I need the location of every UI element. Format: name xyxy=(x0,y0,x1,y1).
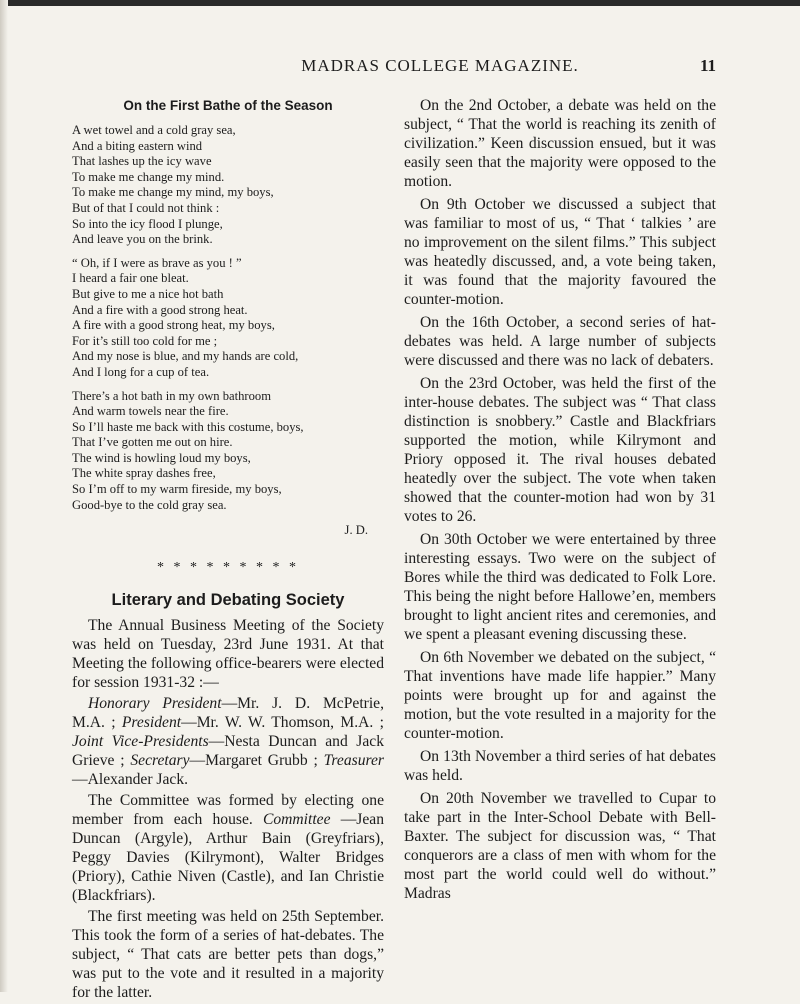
office-role-label: President xyxy=(121,714,182,732)
poem-line: So I’ll haste me back with this costume, boys, xyxy=(72,419,304,434)
page-binding-edge xyxy=(0,0,8,992)
poem-line: There’s a hot bath in my own bathroom xyxy=(72,388,272,403)
office-role-label: Joint Vice-Presidents xyxy=(72,733,209,751)
committee-intro: The Committee was formed by electing one member from each house. xyxy=(72,792,384,829)
poem-line: I heard a fair one bleat. xyxy=(72,271,189,286)
left-column xyxy=(72,96,384,1004)
poem-line: “ Oh, if I were as brave as you ! ” xyxy=(72,255,242,270)
society-section-title: Literary and Debating Society xyxy=(111,591,345,610)
committee-members: —Jean Duncan (Argyle), Arthur Bain (Greyfriars), Peggy Davies (Kilrymont), Walter Bridges (Priory), Cathie Niven (Castle), and Ian Christie (Blackfriars). xyxy=(72,811,384,905)
poem-line: And my nose is blue, and my hands are cold, xyxy=(72,349,299,364)
poem-line: And a fire with a good strong heat. xyxy=(72,302,248,317)
poem-stanza-3 xyxy=(72,389,384,514)
poem-line: A wet towel and a cold gray sea, xyxy=(72,123,236,137)
poem-line: And warm towels near the fire. xyxy=(72,404,229,419)
office-holder-name: —Alexander Jack. xyxy=(72,771,189,789)
meeting-paragraph: On 6th November we debated on the subject, “ That inventions have made life happier.” Many points were brought up for and against the motion, but the vote resulted in a majority for the counter-motion. xyxy=(404,649,716,742)
poem-line: A fire with a good strong heat, my boys, xyxy=(72,318,275,333)
meeting-paragraph: On 30th October we were entertained by three interesting essays. Two were on the subject of Bores while the third was dedicated to Folk Lore. This being the night before Hallowe’en, members brought to light ancient rites and ceremonies, and we spent a pleasant evening discussing these. xyxy=(404,531,716,643)
society-intro-paragraph: The Annual Business Meeting of the Society was held on Tuesday, 23rd June 1931. At that Meeting the following office-bearers were elected for session 1931-32 :— xyxy=(72,617,384,692)
first-meeting-paragraph: The first meeting was held on 25th September. This took the form of a series of hat-debates. The subject, “ That cats are better pets than dogs,” was put to the vote and it resulted in a majority for the latter. xyxy=(72,908,384,1002)
section-separator: * * * * * * * * * xyxy=(157,560,299,576)
poem-line: But of that I could not think : xyxy=(72,200,220,215)
poem-line: But give to me a nice hot bath xyxy=(72,286,224,301)
poem-line: And a biting eastern wind xyxy=(72,138,203,153)
meeting-paragraph: On 13th November a third series of hat debates was held. xyxy=(404,748,716,784)
poem-line: The white spray dashes free, xyxy=(72,466,216,481)
poem-line: For it’s still too cold for me ; xyxy=(72,333,218,348)
poem-line: And I long for a cup of tea. xyxy=(72,364,210,379)
committee-paragraph xyxy=(72,791,384,905)
committee-role-label: Committee xyxy=(262,811,331,829)
office-holder-name: —Margaret Grubb ; xyxy=(189,752,324,770)
poem-line: To make me change my mind. xyxy=(72,169,225,184)
poem-line: Good-bye to the cold gray sea. xyxy=(72,497,227,512)
meeting-paragraph: On 20th November we travelled to Cupar to take part in the Inter-School Debate with Bell-Baxter. The subject for discussion was, “ That conquerors are a class of men with whom for the most part the world could well do without.” Madras xyxy=(404,790,716,902)
office-bearers-paragraph xyxy=(72,694,384,789)
office-role-label: Secretary xyxy=(130,752,190,770)
magazine-title: MADRAS COLLEGE MAGAZINE. xyxy=(301,56,579,75)
poem-line: To make me change my mind, my boys, xyxy=(72,185,274,200)
page-top-edge xyxy=(0,0,800,6)
meeting-paragraph: On the 23rd October, was held the first of the inter-house debates. The subject was “ That class distinction is snobbery.” Castle and Blackfriars supported the motion, while Kilrymont and Priory opposed it. The rival houses debated heatedly over the subject. The vote when taken showed that the counter-motion had won by 31 votes to 26. xyxy=(404,375,716,525)
poem-title: On the First Bathe of the Season xyxy=(123,98,333,113)
page-number: 11 xyxy=(699,56,716,75)
poem-line: That lashes up the icy wave xyxy=(72,154,212,169)
poem-stanza-1 xyxy=(72,123,384,248)
office-holder-name: —Nesta Duncan and Jack Grieve ; xyxy=(72,733,384,770)
office-holder-name: —Mr. W. W. Thomson, M.A. ; xyxy=(181,714,384,732)
office-role-label: Treasurer xyxy=(323,752,384,770)
meeting-paragraph: On the 16th October, a second series of hat-debates was held. A large number of subjects were discussed and there was no lack of debaters. xyxy=(404,314,716,369)
meeting-paragraph: On the 2nd October, a debate was held on the subject, “ That the world is reaching its zenith of civilization.” Keen discussion ensued, but it was easily seen that the majority were opposed to the motion. xyxy=(404,97,716,190)
office-role-label: Honorary President xyxy=(88,695,222,713)
meeting-paragraph: On 9th October we discussed a subject that was familiar to most of us, “ That ‘ talkies ’ are no improvement on the silent films.” This subject was heatedly discussed, and, a vote being taken, it was found that the majority favoured the counter-motion. xyxy=(404,196,716,308)
poem-stanza-2 xyxy=(72,256,384,381)
poem-line: That I’ve gotten me out on hire. xyxy=(72,435,233,450)
poem-signature: J. D. xyxy=(344,523,368,538)
poem-line: So I’m off to my warm fireside, my boys, xyxy=(72,482,282,497)
poem-line: The wind is howling loud my boys, xyxy=(72,450,251,465)
office-holder-name: —Mr. J. D. McPetrie, M.A. ; xyxy=(72,695,385,732)
right-column xyxy=(404,96,716,907)
poem-line: And leave you on the brink. xyxy=(72,232,213,247)
poem-line: So into the icy flood I plunge, xyxy=(72,216,223,231)
